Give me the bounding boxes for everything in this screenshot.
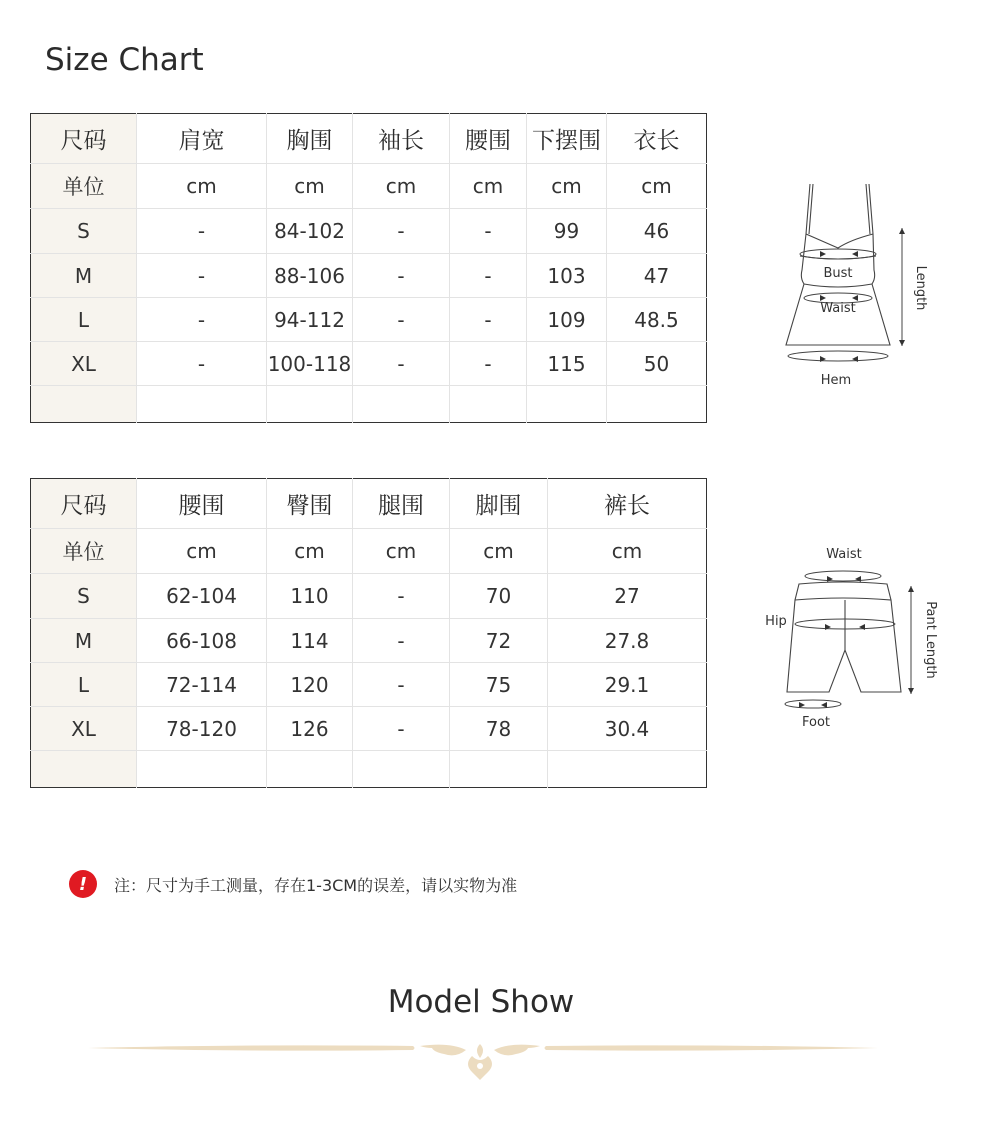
- empty-cell: [137, 386, 267, 423]
- size-cell: XL: [31, 707, 137, 751]
- size-cell: M: [31, 254, 137, 298]
- table-cell: -: [353, 298, 450, 342]
- unit-cell: cm: [548, 529, 707, 574]
- table-cell: 126: [267, 707, 353, 751]
- unit-cell: cm: [137, 529, 267, 574]
- table-cell: 27: [548, 574, 707, 619]
- empty-cell: [450, 386, 527, 423]
- table-cell: -: [137, 254, 267, 298]
- table-cell: 27.8: [548, 619, 707, 663]
- unit-cell: cm: [527, 164, 607, 209]
- header-row: [31, 114, 707, 164]
- table-row-empty: [31, 386, 707, 423]
- header-cell: 臀围: [267, 479, 353, 529]
- unit-cell: cm: [267, 529, 353, 574]
- table-row: [31, 209, 707, 254]
- length-label: Length: [913, 265, 928, 311]
- table-cell: 72-114: [137, 663, 267, 707]
- unit-cell: 单位: [31, 164, 137, 209]
- header-cell: 裤长: [548, 479, 707, 529]
- table-cell: 70: [450, 574, 548, 619]
- table-cell: 29.1: [548, 663, 707, 707]
- empty-cell: [31, 751, 137, 788]
- table-cell: 120: [267, 663, 353, 707]
- header-cell: 胸围: [267, 114, 353, 164]
- empty-cell: [31, 386, 137, 423]
- table-cell: 72: [450, 619, 548, 663]
- unit-cell: cm: [450, 529, 548, 574]
- table-cell: -: [450, 342, 527, 386]
- size-cell: S: [31, 209, 137, 254]
- unit-cell: cm: [267, 164, 353, 209]
- waist-label: Waist: [820, 301, 856, 316]
- table-cell: 88-106: [267, 254, 353, 298]
- header-cell: 袖长: [353, 114, 450, 164]
- camisole-diagram: [760, 170, 940, 400]
- bust-label: Bust: [823, 266, 853, 281]
- table-cell: -: [450, 209, 527, 254]
- table-row: [31, 574, 707, 619]
- table-cell: -: [353, 619, 450, 663]
- table-cell: -: [353, 254, 450, 298]
- table-cell: 48.5: [607, 298, 707, 342]
- empty-cell: [137, 751, 267, 788]
- header-cell: 衣长: [607, 114, 707, 164]
- table-cell: -: [353, 707, 450, 751]
- page-title: Size Chart: [45, 42, 204, 78]
- size-cell: L: [31, 663, 137, 707]
- table-cell: 99: [527, 209, 607, 254]
- table-cell: -: [353, 663, 450, 707]
- header-cell: 肩宽: [137, 114, 267, 164]
- table-cell: 47: [607, 254, 707, 298]
- header-row: [31, 479, 707, 529]
- unit-cell: 单位: [31, 529, 137, 574]
- shorts-diagram: [755, 538, 945, 738]
- table-cell: 30.4: [548, 707, 707, 751]
- size-cell: L: [31, 298, 137, 342]
- top-size-table: [30, 113, 707, 423]
- unit-cell: cm: [450, 164, 527, 209]
- empty-cell: [353, 386, 450, 423]
- table-cell: 66-108: [137, 619, 267, 663]
- table-row-empty: [31, 751, 707, 788]
- empty-cell: [548, 751, 707, 788]
- unit-cell: cm: [137, 164, 267, 209]
- empty-cell: [527, 386, 607, 423]
- empty-cell: [353, 751, 450, 788]
- table-cell: 50: [607, 342, 707, 386]
- table-cell: -: [353, 342, 450, 386]
- header-cell: 脚围: [450, 479, 548, 529]
- bottom-size-table: [30, 478, 707, 788]
- hem-label: Hem: [820, 373, 852, 388]
- unit-row: [31, 529, 707, 574]
- table-cell: 109: [527, 298, 607, 342]
- size-cell: M: [31, 619, 137, 663]
- table-row: [31, 298, 707, 342]
- unit-cell: cm: [607, 164, 707, 209]
- table-cell: -: [450, 298, 527, 342]
- header-cell: 腿围: [353, 479, 450, 529]
- table-cell: -: [137, 342, 267, 386]
- table-cell: -: [137, 209, 267, 254]
- table-row: [31, 663, 707, 707]
- empty-cell: [607, 386, 707, 423]
- table-cell: 94-112: [267, 298, 353, 342]
- empty-cell: [450, 751, 548, 788]
- table-cell: 110: [267, 574, 353, 619]
- model-show-title: Model Show: [387, 984, 575, 1020]
- table-cell: 115: [527, 342, 607, 386]
- unit-cell: cm: [353, 529, 450, 574]
- header-cell: 尺码: [31, 114, 137, 164]
- pant-length-label: Pant Length: [923, 601, 938, 679]
- table-cell: 46: [607, 209, 707, 254]
- table-cell: -: [353, 574, 450, 619]
- exclamation-icon: !: [69, 870, 97, 898]
- table-cell: 75: [450, 663, 548, 707]
- note-text: 注：尺寸为手工测量，存在1-3CM的误差，请以实物为准: [114, 875, 518, 895]
- table-cell: 62-104: [137, 574, 267, 619]
- header-cell: 腰围: [137, 479, 267, 529]
- waist-label: Waist: [826, 547, 862, 562]
- measurement-note: [69, 870, 517, 898]
- table-cell: -: [137, 298, 267, 342]
- unit-cell: cm: [353, 164, 450, 209]
- empty-cell: [267, 386, 353, 423]
- table-cell: 103: [527, 254, 607, 298]
- ornament-divider-icon: [88, 1036, 878, 1086]
- table-cell: 100-118: [267, 342, 353, 386]
- table-cell: 78-120: [137, 707, 267, 751]
- hip-label: Hip: [765, 614, 787, 629]
- table-row: [31, 254, 707, 298]
- table-cell: -: [353, 209, 450, 254]
- table-row: [31, 707, 707, 751]
- table-row: [31, 619, 707, 663]
- size-cell: XL: [31, 342, 137, 386]
- table-row: [31, 342, 707, 386]
- foot-label: Foot: [801, 715, 831, 730]
- size-cell: S: [31, 574, 137, 619]
- header-cell: 腰围: [450, 114, 527, 164]
- header-cell: 尺码: [31, 479, 137, 529]
- table-cell: 84-102: [267, 209, 353, 254]
- empty-cell: [267, 751, 353, 788]
- table-cell: 78: [450, 707, 548, 751]
- unit-row: [31, 164, 707, 209]
- header-cell: 下摆围: [527, 114, 607, 164]
- table-cell: 114: [267, 619, 353, 663]
- table-cell: -: [450, 254, 527, 298]
